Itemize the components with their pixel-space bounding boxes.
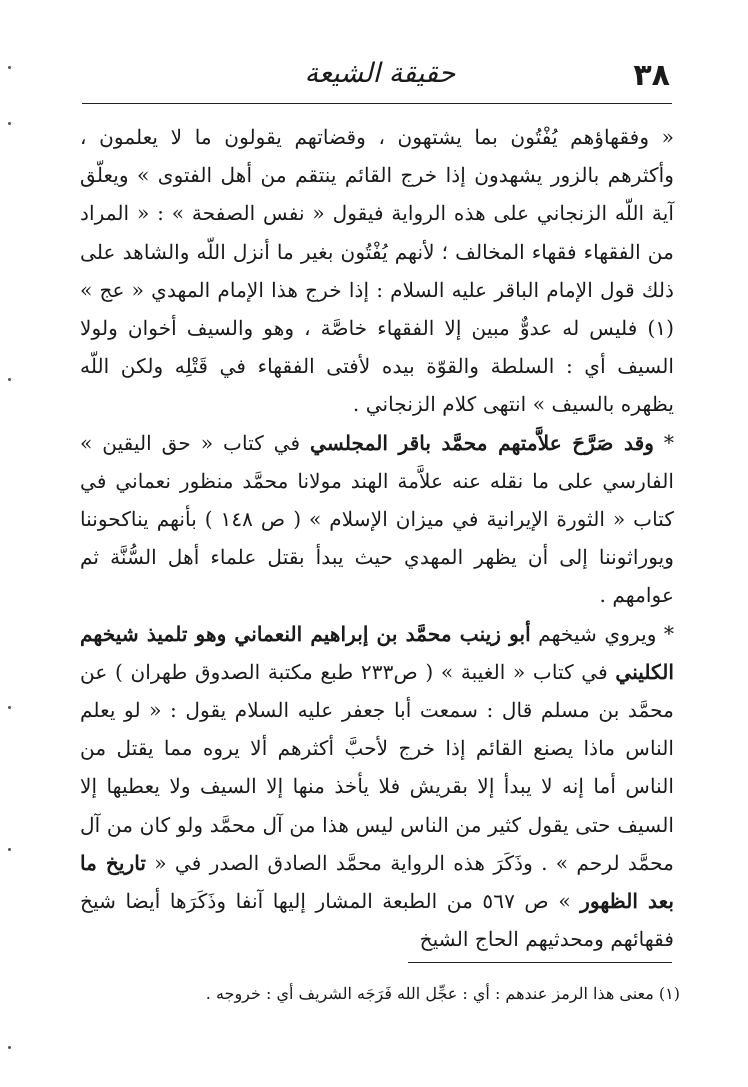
paragraph-2: [80, 424, 674, 615]
paragraph-3-mid: في كتاب « الغيبة » ( ص٢٣٣ طبع مكتبة الصدوق طهران ) عن محمَّد بن مسلم قال : سمعت أبا جعفر عليه السلام يقول : « لو يعلم الناس ماذا يصنع القائم إذا خرج لأحبَّ أكثرهم ألا يروه مما يقتل من الناس أما إنه لا يبدأ إلا بقريش فلا يأخذ منها إلا السيف ولا يعطيها إلا السيف حتى يقول كثير من الناس ليس هذا من آل محمَّد ولو كان من آل محمَّد لرحم » . وذَكَرَ هذه الرواية محمَّد الصادق الصدر في «: [80, 659, 674, 875]
paragraph-3-bold: أبو زينب محمَّد بن إبراهيم النعماني وهو تلميذ شيخهم الكليني: [80, 621, 674, 684]
paragraph-3-start: * ويروي شيخهم: [530, 621, 674, 646]
margin-mark: [8, 848, 11, 851]
paragraph-2-bullet: *: [654, 430, 674, 455]
header-rule: [82, 103, 672, 104]
margin-mark: [8, 122, 11, 125]
paragraph-1: [80, 118, 674, 424]
margin-mark: [8, 706, 11, 709]
footnote-rule: [408, 962, 672, 963]
footnote: (١) معنى هذا الرمز عندهم : أي : عجِّل الله فَرَجَه الشريف أي : خروجه .: [205, 984, 680, 1003]
page-number: ٣٨: [633, 58, 670, 93]
paragraph-3-end: » ص ٥٦٧ من الطبعة المشار إليها آنفا وذَكَرَها أيضا شيخ فقهائهم ومحدثيهم الحاج الشيخ: [80, 889, 674, 952]
margin-mark: [8, 378, 11, 381]
paragraph-3: [80, 615, 674, 959]
paragraph-2-text: في كتاب « حق اليقين » الفارسي على ما نقله عنه علاَّمة الهند مولانا محمَّد منظور نعماني في كتاب « الثورة الإيرانية في ميزان الإسلام » ( ص ١٤٨ ) بأنهم يناكحوننا ويوراثوننا إلى أن يظهر المهدي حيث يبدأ بقتل علماء أهل السُّنَّة ثم عوامهم .: [80, 430, 674, 608]
body-text: [80, 118, 674, 958]
paragraph-2-bold: وقد صَرَّحَ علاَّمتهم محمَّد باقر المجلسي: [310, 430, 655, 455]
running-title: حقيقة الشيعة: [304, 58, 456, 89]
margin-mark: [8, 66, 11, 69]
paragraph-1-text: « وفقهاؤهم يُفْتُون بما يشتهون ، وقضاتهم يقولون ما لا يعلمون ، وأكثرهم بالزور يشهدون إذا خرج القائم ينتقم من أهل الفتوى » ويعلّق آية اللّه الزنجاني على هذه الرواية فيقول « نفس الصفحة » : « المراد من الفقهاء فقهاء المخالف ؛ لأنهم يُفْتُون بغير ما أنزل اللّه والشاهد على ذلك قول الإمام الباقر عليه السلام : إذا خرج هذا الإمام المهدي « عج » (١) فليس له عدوٌّ مبين إلا الفقهاء خاصَّة ، وهو والسيف أخوان ولولا السيف أي : السلطة والقوّة بيده لأفتى الفقهاء في قَتْلِه ولكن اللّه يظهره بالسيف » انتهى كلام الزنجاني .: [80, 125, 674, 417]
margin-mark: [8, 1046, 11, 1049]
paragraph-3-bold-title: تاريخ ما بعد الظهور: [80, 850, 675, 914]
